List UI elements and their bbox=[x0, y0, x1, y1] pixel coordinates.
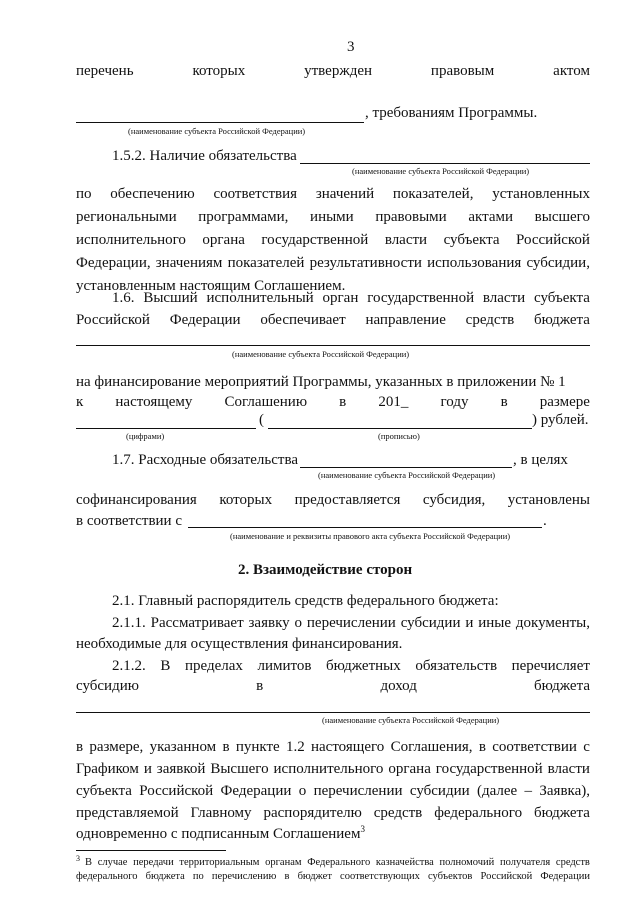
word: настоящему bbox=[115, 394, 193, 410]
word: 2.1.2. bbox=[112, 658, 146, 674]
footnote-line2 bbox=[76, 870, 590, 884]
paren-open: ( bbox=[259, 412, 264, 428]
blank-subject-3 bbox=[76, 345, 590, 346]
s152-last: установленным настоящим Соглашением. bbox=[76, 278, 346, 294]
word: орган bbox=[322, 290, 359, 306]
word: программами, bbox=[198, 209, 289, 225]
caption-subject-3: (наименование субъекта Российской Федерации) bbox=[232, 349, 410, 359]
word: бюджета bbox=[534, 805, 590, 821]
word: использования bbox=[427, 255, 522, 271]
word: соответствующих bbox=[340, 871, 420, 882]
caption-subject-4: (наименование субъекта Российской Федерации) bbox=[318, 470, 496, 480]
word: соответствия bbox=[213, 186, 298, 202]
caption-subject-1: (наименование субъекта Российской Федерации) bbox=[128, 126, 306, 136]
word: в bbox=[76, 739, 84, 755]
word: по bbox=[76, 186, 92, 202]
word: государственной bbox=[435, 761, 543, 777]
s17-line2 bbox=[76, 491, 590, 509]
word: средств bbox=[555, 857, 590, 868]
word: правовым bbox=[430, 63, 495, 79]
p211-line2: необходимые для осуществления финансирования. bbox=[76, 636, 403, 652]
word: в bbox=[478, 739, 486, 755]
word: предоставляется bbox=[294, 492, 401, 508]
word: в bbox=[284, 871, 290, 882]
word: перечислении bbox=[313, 783, 403, 799]
word: к bbox=[76, 394, 84, 410]
word: Заявка), bbox=[539, 783, 590, 799]
blank-words bbox=[268, 428, 532, 429]
footnote-line1 bbox=[85, 856, 590, 870]
word: заявку bbox=[248, 615, 290, 631]
word: и bbox=[143, 761, 152, 777]
word: казначейства bbox=[375, 857, 434, 868]
caption-words: (прописью) bbox=[378, 431, 420, 441]
word: субсидии bbox=[400, 615, 461, 631]
s2-line3 bbox=[76, 782, 590, 800]
word: Российской bbox=[76, 312, 150, 328]
word: бюджета bbox=[145, 871, 185, 882]
word: Соглашению bbox=[224, 394, 308, 410]
word: представляемой bbox=[76, 805, 179, 821]
caption-digits: (цифрами) bbox=[126, 431, 165, 441]
word: утвержден bbox=[304, 63, 373, 79]
word: бюджета bbox=[534, 678, 590, 694]
s17-tail: , в целях bbox=[513, 452, 568, 468]
word: бюджет bbox=[297, 871, 332, 882]
word: средств bbox=[465, 312, 515, 328]
word: пределах bbox=[184, 658, 243, 674]
s152-label: 1.5.2. Наличие обязательства bbox=[112, 148, 297, 164]
word: государственной bbox=[367, 290, 475, 306]
word: Высший bbox=[143, 290, 198, 306]
word: субъекта bbox=[443, 232, 500, 248]
word: в bbox=[500, 394, 508, 410]
word: лимитов bbox=[257, 658, 312, 674]
word: настоящего bbox=[310, 739, 385, 755]
word: субсидию bbox=[76, 678, 139, 694]
word: органа bbox=[202, 232, 245, 248]
word: перечень bbox=[76, 63, 134, 79]
word: 201_ bbox=[378, 394, 409, 410]
caption-subject-5: (наименование субъекта Российской Федерации) bbox=[322, 715, 500, 725]
p212-line1 bbox=[112, 657, 590, 675]
word: Графиком bbox=[76, 761, 139, 777]
word: в bbox=[256, 678, 264, 694]
blank-subject-2 bbox=[300, 163, 590, 164]
word: В bbox=[160, 658, 171, 674]
s2-line1 bbox=[76, 738, 590, 756]
word: Федерального bbox=[307, 857, 371, 868]
s2-last bbox=[76, 825, 365, 843]
word: Федерации bbox=[169, 312, 241, 328]
word: субсидии, bbox=[526, 255, 590, 271]
section2-title: 2. Взаимодействие сторон bbox=[238, 562, 413, 578]
s16-line4 bbox=[76, 393, 590, 411]
word: Российской bbox=[480, 871, 533, 882]
s16-line3: на финансирование мероприятий Программы, указанных в приложении № 1 bbox=[76, 374, 566, 390]
word: бюджетных bbox=[326, 658, 401, 674]
word: органам bbox=[265, 857, 302, 868]
word: иные bbox=[478, 615, 512, 631]
s17-dot: . bbox=[543, 513, 547, 529]
word: государственной bbox=[261, 232, 369, 248]
word: Федерации bbox=[220, 783, 292, 799]
word: которых bbox=[219, 492, 273, 508]
footnote-rule bbox=[76, 850, 226, 851]
word: установленных bbox=[492, 186, 590, 202]
word: значениям bbox=[155, 255, 223, 271]
word: перечислении bbox=[306, 615, 396, 631]
word: власти bbox=[547, 761, 590, 777]
word: субъекта bbox=[76, 783, 132, 799]
word: году bbox=[440, 394, 469, 410]
s2-line4 bbox=[76, 804, 590, 822]
s16-line2 bbox=[76, 311, 590, 329]
word: исполнительный bbox=[206, 290, 314, 306]
word: Федерации, bbox=[76, 255, 151, 271]
blank-subject-1 bbox=[76, 122, 364, 123]
word: случае bbox=[97, 857, 128, 868]
blank-subject-4 bbox=[300, 467, 512, 468]
blank-subject-5 bbox=[76, 712, 590, 713]
word: актами bbox=[468, 209, 514, 225]
word: субъектов bbox=[427, 871, 473, 882]
p1-line1 bbox=[76, 62, 590, 80]
word: о bbox=[294, 615, 303, 631]
s152-line2 bbox=[76, 208, 590, 226]
word: указанном bbox=[149, 739, 217, 755]
word: доход bbox=[380, 678, 417, 694]
word: обеспечивает bbox=[260, 312, 346, 328]
p211-line1 bbox=[112, 614, 590, 632]
word: показателей bbox=[227, 255, 305, 271]
p212-line2 bbox=[76, 677, 590, 695]
word: иными bbox=[310, 209, 354, 225]
word: значений bbox=[315, 186, 375, 202]
word: о bbox=[298, 783, 307, 799]
word: власти bbox=[384, 232, 428, 248]
word: софинансирования bbox=[76, 492, 197, 508]
word: перечисляет bbox=[511, 658, 590, 674]
word: Рассматривает bbox=[150, 615, 244, 631]
word: бюджета bbox=[534, 312, 590, 328]
word: федерального bbox=[76, 871, 138, 882]
word: направление bbox=[365, 312, 446, 328]
word: Российской bbox=[139, 783, 214, 799]
word: актом bbox=[553, 63, 590, 79]
word: субсидии bbox=[409, 783, 470, 799]
word: Федерации bbox=[540, 871, 590, 882]
word: по bbox=[192, 871, 204, 882]
word: средств bbox=[373, 805, 423, 821]
word: с bbox=[583, 739, 590, 755]
s2-last-text: одновременно с подписанным Соглашением bbox=[76, 826, 361, 842]
s152-line4 bbox=[76, 254, 590, 272]
word: – bbox=[524, 783, 533, 799]
word: Российской bbox=[516, 232, 590, 248]
word: правовыми bbox=[375, 209, 447, 225]
s17-line3: в соответствии с bbox=[76, 513, 182, 529]
s152-line1 bbox=[76, 185, 590, 203]
word: 1.2 bbox=[285, 739, 305, 755]
word: 2.1.1. bbox=[112, 615, 146, 631]
page-number: 3 bbox=[347, 39, 355, 55]
word: результативности bbox=[309, 255, 422, 271]
word: которых bbox=[192, 63, 246, 79]
s152-line3 bbox=[76, 231, 590, 249]
word: передачи bbox=[133, 857, 174, 868]
word: органа bbox=[388, 761, 431, 777]
word: перечислению bbox=[211, 871, 277, 882]
word: в bbox=[222, 739, 230, 755]
word: Высшего bbox=[210, 761, 269, 777]
p21: 2.1. Главный распорядитель средств федерального бюджета: bbox=[112, 593, 499, 609]
word: в bbox=[339, 394, 347, 410]
word: 1.6. bbox=[112, 290, 135, 306]
word: федерального bbox=[434, 805, 523, 821]
word: Соглашения, bbox=[390, 739, 473, 755]
word: и bbox=[465, 615, 474, 631]
word: размере, bbox=[89, 739, 144, 755]
word: региональными bbox=[76, 209, 177, 225]
word: документы, bbox=[515, 615, 590, 631]
blank-digits bbox=[76, 428, 256, 429]
word: исполнительного bbox=[76, 232, 186, 248]
s17-label: 1.7. Расходные обязательства bbox=[112, 452, 298, 468]
word: Главному bbox=[190, 805, 252, 821]
word: полномочий bbox=[439, 857, 495, 868]
word: (далее bbox=[476, 783, 518, 799]
word: субъекта bbox=[534, 290, 590, 306]
rubles-text: ) рублей. bbox=[532, 412, 589, 428]
word: установлены bbox=[507, 492, 590, 508]
word: обязательств bbox=[415, 658, 498, 674]
caption-act: (наименование и реквизиты правового акта субъекта Российской Федерации) bbox=[230, 531, 511, 541]
word: получателя bbox=[500, 857, 551, 868]
p1-tail: , требованиям Программы. bbox=[365, 105, 538, 121]
word: высшего bbox=[534, 209, 590, 225]
s2-line2 bbox=[76, 760, 590, 778]
word: обеспечению bbox=[110, 186, 195, 202]
blank-act bbox=[188, 527, 542, 528]
word: В bbox=[85, 857, 93, 868]
word: исполнительного bbox=[273, 761, 384, 777]
caption-subject-2: (наименование субъекта Российской Федерации) bbox=[352, 166, 530, 176]
word: территориальным bbox=[179, 857, 260, 868]
word: показателей, bbox=[392, 186, 474, 202]
word: заявкой bbox=[156, 761, 206, 777]
word: пункте bbox=[235, 739, 280, 755]
word: размере bbox=[539, 394, 590, 410]
s16-line1 bbox=[112, 289, 590, 307]
word: субсидия, bbox=[422, 492, 486, 508]
word: соответствии bbox=[492, 739, 577, 755]
footnote-ref[interactable]: 3 bbox=[360, 824, 365, 834]
footnote-mark: 3 bbox=[76, 854, 80, 863]
word: власти bbox=[482, 290, 526, 306]
word: распорядителю bbox=[263, 805, 362, 821]
